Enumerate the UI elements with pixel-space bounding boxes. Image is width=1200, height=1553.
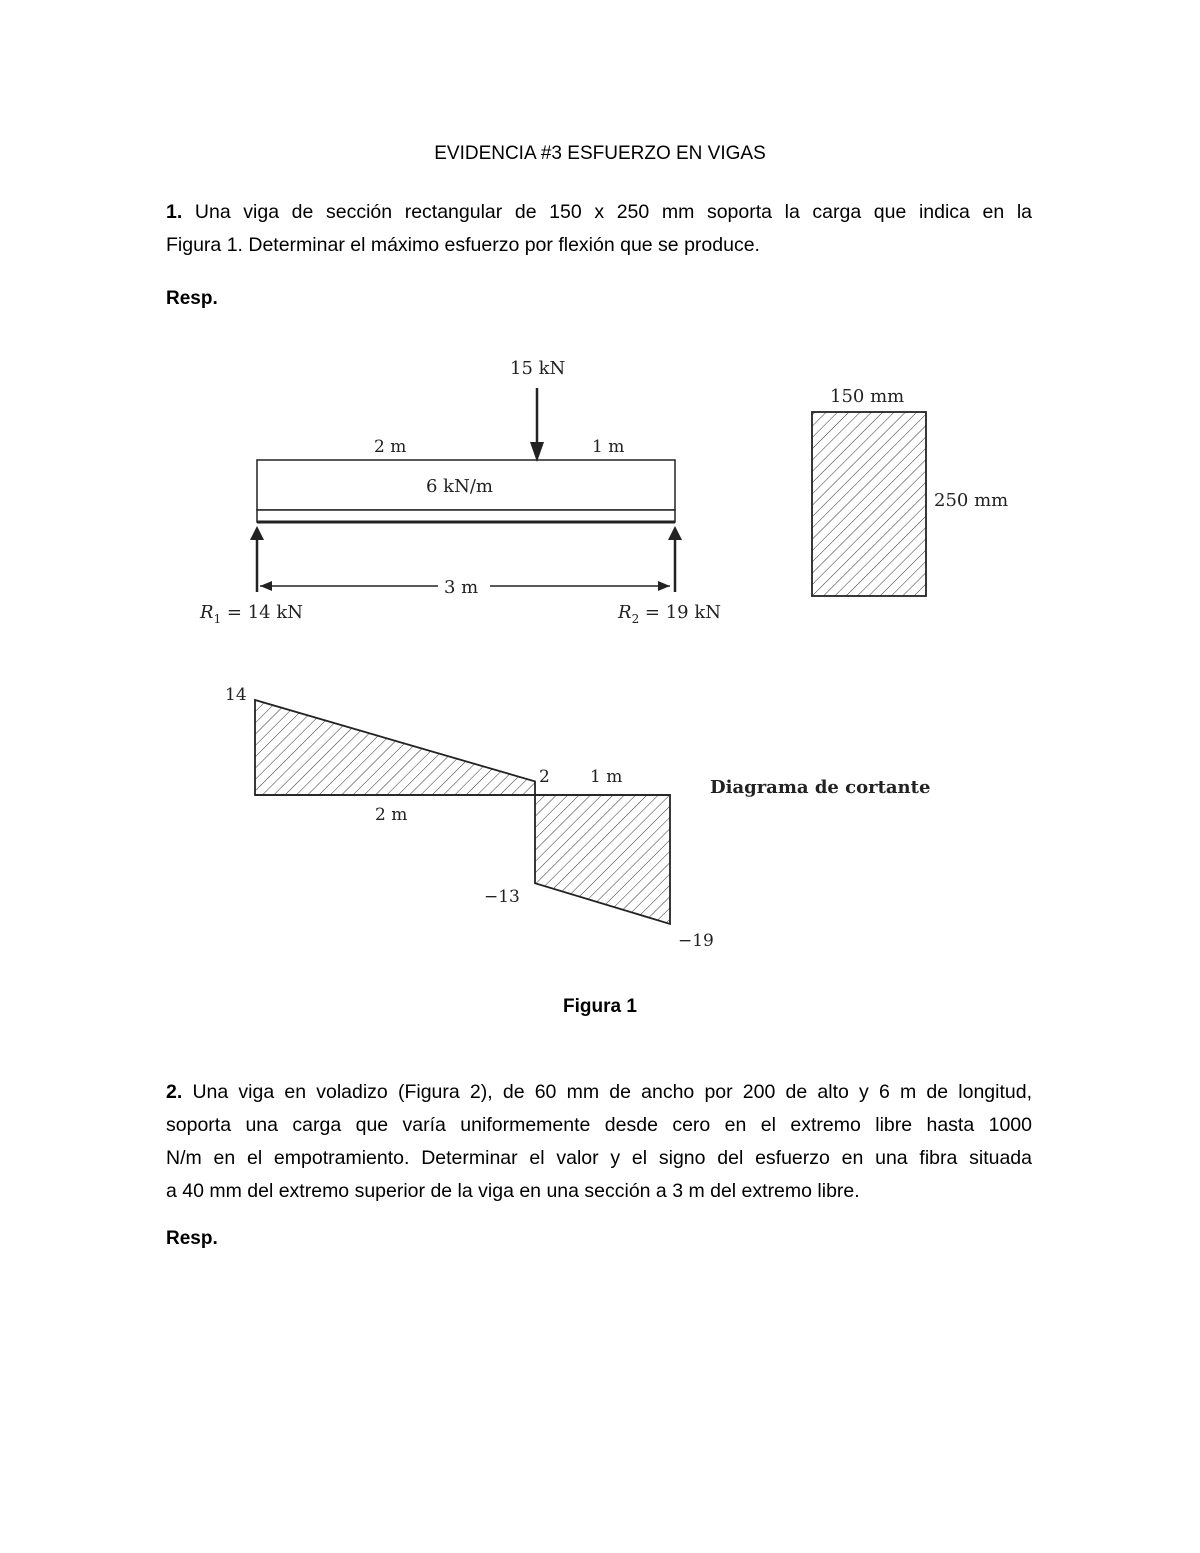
problem-2-number: 2. — [166, 1081, 183, 1103]
problem-1-line-1: Una viga de sección rectangular de 150 x 250 mm soporta la carga que indica en la — [194, 201, 1032, 223]
shear-segment-2-label: 1 m — [590, 767, 623, 787]
shear-diagram-title: Diagrama de cortante — [710, 777, 931, 798]
shear-value-minus-19: −19 — [678, 931, 714, 951]
shear-positive-region — [255, 700, 535, 795]
problem-1-number: 1. — [166, 201, 183, 223]
distributed-load-label: 6 kN/m — [426, 476, 493, 497]
problem-2-answer-label: Resp. — [166, 1228, 218, 1249]
problem-2-line-1: Una viga en voladizo (Figura 2), de 60 mm de ancho por 200 de alto y 6 m de longitud, — [192, 1081, 1032, 1103]
figure-1 — [150, 330, 1050, 980]
problem-1-statement — [166, 196, 1032, 262]
problem-2-line-3: N/m en el empotramiento. Determinar el valor y el signo del esfuerzo en una fibra situada — [166, 1147, 1032, 1169]
point-load-arrowhead — [530, 442, 544, 462]
point-load-label: 15 kN — [510, 358, 566, 379]
reaction-2-label: $R_2 = 19$ kN — [618, 602, 722, 626]
page-title: EVIDENCIA #3 ESFUERZO EN VIGAS — [434, 143, 766, 164]
distance-left-label: 2 m — [374, 437, 407, 457]
shear-diagram — [255, 700, 670, 924]
section-height-label: 250 mm — [934, 490, 1009, 511]
beam — [257, 510, 675, 522]
problem-1-line-2: Figura 1. Determinar el máximo esfuerzo por flexión que se produce. — [166, 234, 760, 256]
shear-segment-1-label: 2 m — [375, 805, 408, 825]
cross-section — [812, 412, 926, 596]
shear-value-minus-13: −13 — [484, 887, 520, 907]
distance-right-label: 1 m — [592, 437, 625, 457]
figure-1-caption: Figura 1 — [563, 996, 637, 1017]
reaction-1-label: $R_1 = 14$ kN — [200, 602, 304, 626]
problem-2-line-4: a 40 mm del extremo superior de la viga en una sección a 3 m del extremo libre. — [166, 1180, 860, 1202]
shear-value-2: 2 — [539, 767, 550, 787]
section-width-label: 150 mm — [830, 386, 905, 407]
problem-2-statement — [166, 1076, 1032, 1208]
span-label: 3 m — [444, 577, 479, 598]
shear-negative-region — [535, 795, 670, 924]
problem-1-answer-label: Resp. — [166, 288, 218, 309]
problem-2-line-2: soporta una carga que varía uniformemente desde cero en el extremo libre hasta 1000 — [166, 1114, 1032, 1136]
shear-value-14: 14 — [225, 685, 247, 705]
